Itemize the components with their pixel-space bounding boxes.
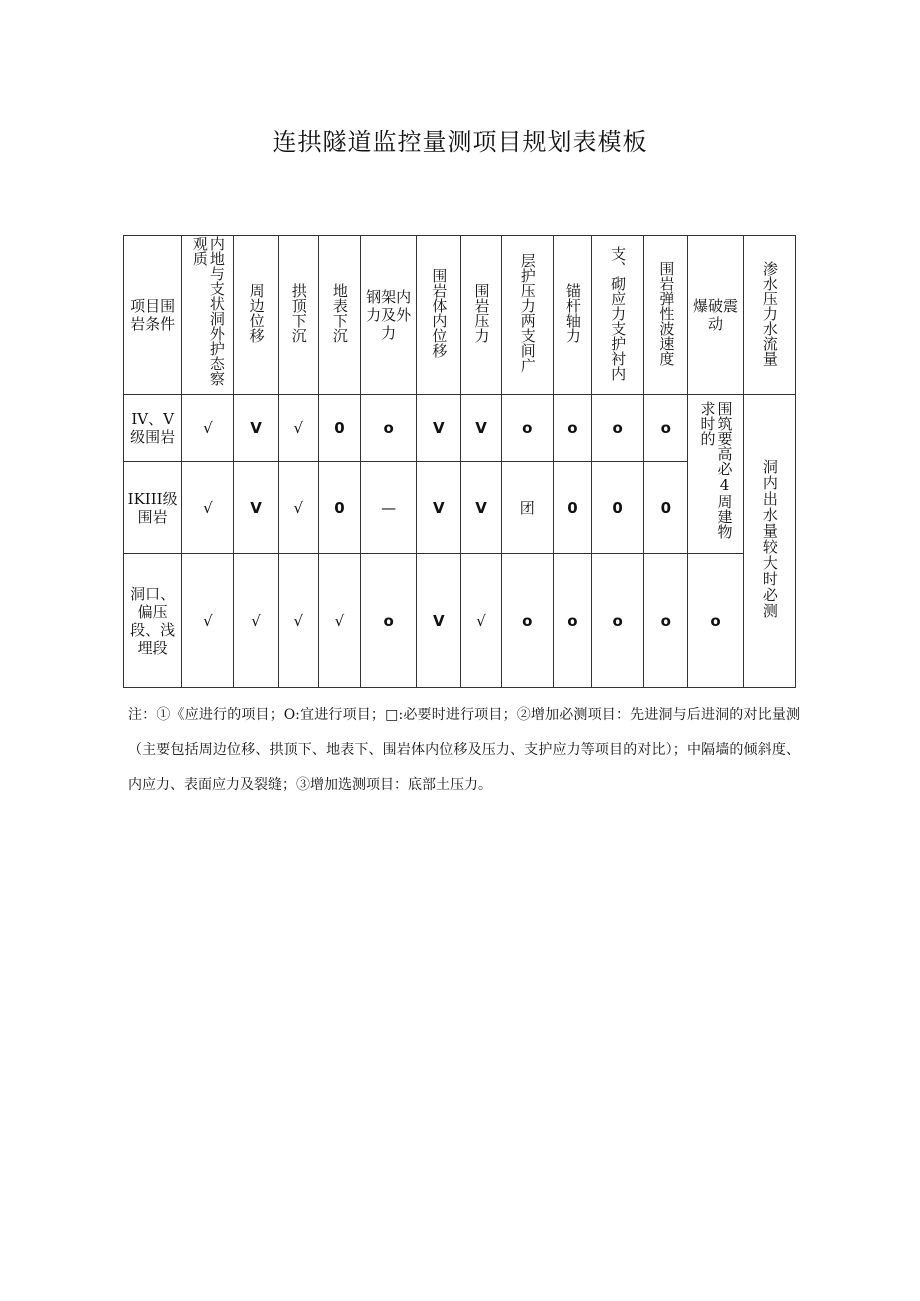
- header-cell: 钢架内力及外力: [361, 236, 417, 395]
- blast-merged-text: 围筑要高必4周建物求时的: [698, 401, 734, 539]
- header-cell: [553, 236, 591, 395]
- header-label: 周边位移: [247, 283, 266, 343]
- table-cell: o: [501, 554, 553, 688]
- header-label: 支、砌应力支护衬内: [609, 245, 628, 381]
- table-cell: o: [592, 554, 644, 688]
- header-label: 内地与支状洞外护态察观质: [190, 236, 226, 386]
- table-cell: o: [644, 554, 688, 688]
- table-cell: V: [417, 554, 461, 688]
- header-cell: [182, 236, 234, 395]
- table-cell: √: [278, 554, 318, 688]
- header-cell: [278, 236, 318, 395]
- table-cell: √: [182, 554, 234, 688]
- header-label: 锚杆轴力: [563, 283, 582, 343]
- header-cell: [592, 236, 644, 395]
- header-label: 渗水压力水流量: [760, 260, 779, 366]
- blast-row3-cell: o: [688, 554, 743, 688]
- table-cell: —: [361, 462, 417, 554]
- table-cell: √: [278, 462, 318, 554]
- header-label: 围岩弹性波速度: [657, 260, 676, 366]
- header-cell: [318, 236, 360, 395]
- seep-merged-cell: [743, 395, 795, 688]
- header-cell: [234, 236, 278, 395]
- table-cell: o: [553, 395, 591, 462]
- blast-merged-cell: [688, 395, 743, 554]
- table-cell: V: [461, 395, 501, 462]
- header-cell: [417, 236, 461, 395]
- table-cell: 0: [318, 462, 360, 554]
- table-cell: √: [461, 554, 501, 688]
- seep-merged-text: 洞内出水量较大时必测: [760, 459, 779, 619]
- table-cell: o: [361, 395, 417, 462]
- table-cell: V: [234, 395, 278, 462]
- header-cell: [743, 236, 795, 395]
- table-row: [124, 554, 796, 688]
- header-label: 地表下沉: [330, 283, 349, 343]
- header-label: 围岩压力: [472, 283, 491, 343]
- header-label: 围岩体内位移: [430, 268, 449, 358]
- table-cell: √: [278, 395, 318, 462]
- table-cell: 团: [501, 462, 553, 554]
- header-cell: [644, 236, 688, 395]
- table-cell: V: [417, 395, 461, 462]
- table-cell: 0: [644, 462, 688, 554]
- table-cell: √: [182, 395, 234, 462]
- header-cell: 项目围岩条件: [124, 236, 182, 395]
- table-cell: 0: [592, 462, 644, 554]
- table-row: [124, 395, 796, 462]
- table-cell: V: [461, 462, 501, 554]
- table-cell: o: [361, 554, 417, 688]
- header-cell: [461, 236, 501, 395]
- row-label: IKIII级围岩: [124, 462, 182, 554]
- header-row: [124, 236, 796, 395]
- table-cell: o: [553, 554, 591, 688]
- table-cell: o: [501, 395, 553, 462]
- row-label: IV、V级围岩: [124, 395, 182, 462]
- monitoring-plan-table: [123, 235, 796, 688]
- header-label: 层护压力两支间广: [518, 253, 537, 373]
- header-cell: [501, 236, 553, 395]
- page-title: 连拱隧道监控量测项目规划表模板: [272, 128, 648, 156]
- table-cell: 0: [553, 462, 591, 554]
- table-cell: 0: [318, 395, 360, 462]
- table-cell: √: [182, 462, 234, 554]
- table-cell: o: [592, 395, 644, 462]
- table-cell: V: [417, 462, 461, 554]
- header-cell: 爆破震动: [688, 236, 743, 395]
- header-label: 拱顶下沉: [289, 283, 308, 343]
- table-cell: √: [318, 554, 360, 688]
- table-cell: o: [644, 395, 688, 462]
- table-cell: √: [234, 554, 278, 688]
- table-note: 注：①《应进行的项目；O:宜进行项目；□:必要时进行项目；②增加必测项目：先进洞与后进洞的对比量测（主要包括周边位移、拱顶下、地表下、围岩体内位移及压力、支护应力等项目的对比）；中隔墙的倾斜度、内应力、表面应力及裂缝；③增加选测项目：底部土压力。: [128, 707, 800, 793]
- table-cell: V: [234, 462, 278, 554]
- row-label: 洞口、偏压段、浅埋段: [124, 554, 182, 688]
